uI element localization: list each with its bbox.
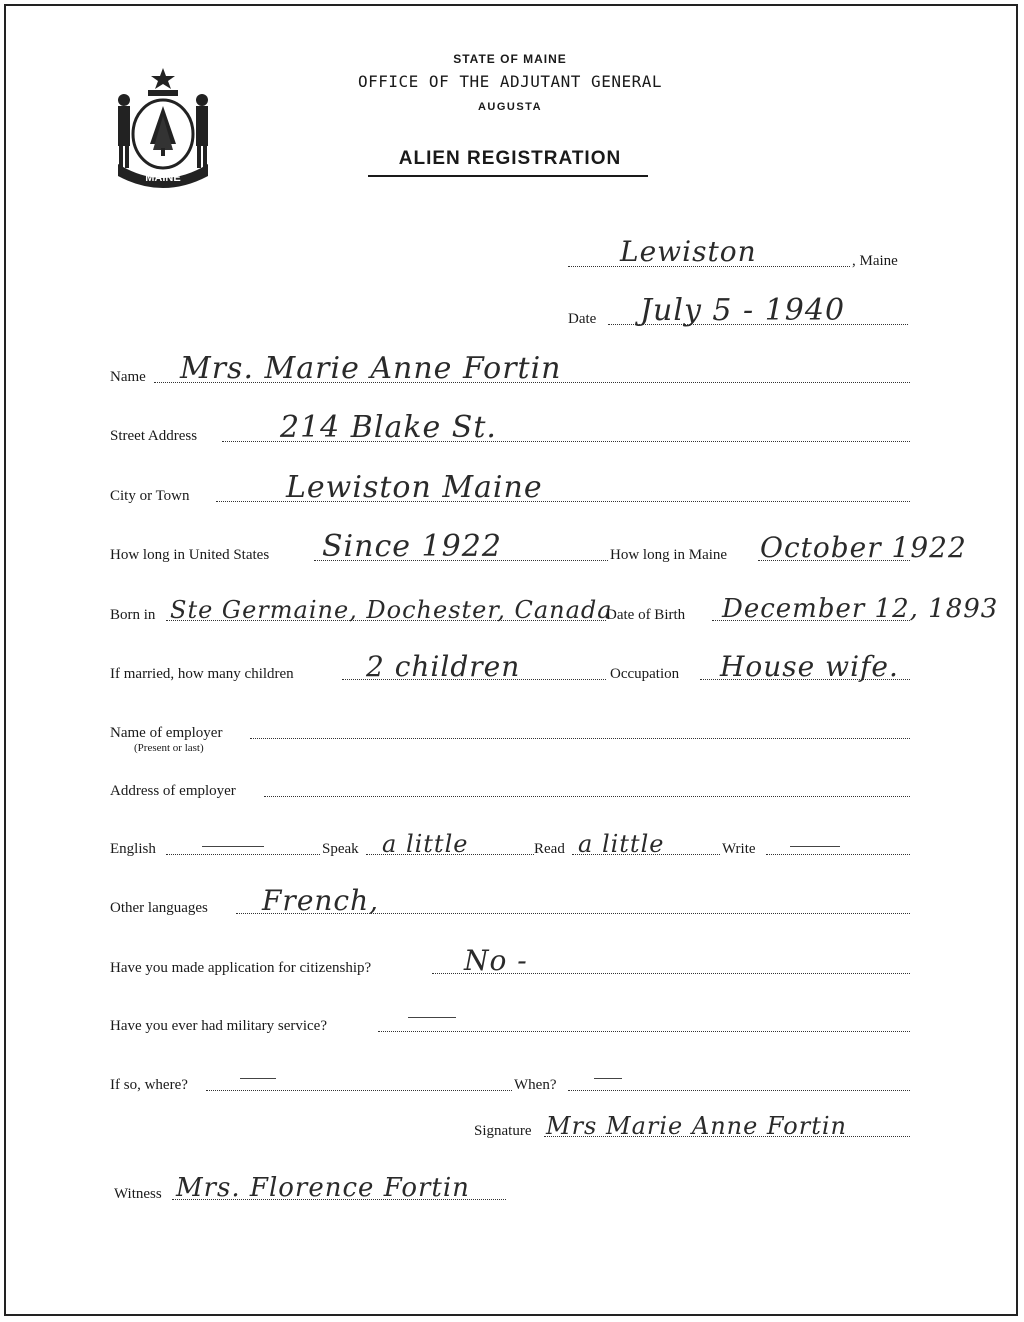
when-label: When? [514, 1077, 557, 1093]
maine-label: , Maine [852, 253, 898, 269]
how-long-maine-label: How long in Maine [610, 547, 728, 563]
read-value: a little [578, 830, 665, 858]
write-dash [790, 846, 840, 847]
row-how-long [0, 524, 1024, 564]
title-underline [368, 175, 648, 177]
military-label: Have you ever had military service? [110, 1018, 327, 1034]
citizenship-label: Have you made application for citizenship? [110, 960, 372, 976]
employer-label: Name of employer [110, 725, 223, 741]
military-line [378, 1031, 910, 1032]
header-office: OFFICE OF THE ADJUTANT GENERAL [358, 72, 662, 91]
seal-banner-text: MAINE [145, 172, 181, 184]
row-signature [0, 1100, 1024, 1140]
english-line [166, 854, 320, 855]
born-in-value: Ste Germaine, Dochester, Canada [170, 596, 613, 624]
row-employer-address [0, 760, 1024, 800]
other-languages-value: French, [262, 884, 380, 917]
date-of-birth-label: Date of Birth [606, 607, 686, 623]
english-dash [202, 846, 264, 847]
write-label: Write [722, 841, 756, 857]
city-label: City or Town [110, 488, 190, 504]
row-city [0, 465, 1024, 505]
when-line [568, 1090, 910, 1091]
row-citizenship [0, 937, 1024, 977]
employer-address-line [264, 796, 910, 797]
children-value: 2 children [366, 650, 521, 683]
header-city: AUGUSTA [477, 101, 543, 113]
read-label: Read [534, 841, 565, 857]
speak-value: a little [382, 830, 469, 858]
occupation-label: Occupation [610, 666, 680, 682]
signature-value: Mrs Marie Anne Fortin [546, 1112, 847, 1140]
date-of-birth-value: December 12, 1893 [722, 594, 999, 624]
children-label: If married, how many children [110, 666, 294, 682]
row-other-languages [0, 877, 1024, 917]
form-title: ALIEN REGISTRATION [398, 148, 622, 169]
date-label: Date [568, 311, 597, 327]
header-state: STATE OF MAINE [453, 52, 567, 66]
how-long-maine-value: October 1922 [760, 531, 967, 564]
row-witness [0, 1163, 1024, 1203]
row-date [0, 288, 1024, 328]
english-label: English [110, 841, 156, 857]
state-seal-icon [108, 64, 218, 188]
how-long-us-label: How long in United States [110, 547, 270, 563]
street-label: Street Address [110, 428, 198, 444]
employer-address-label: Address of employer [110, 783, 236, 799]
name-value: Mrs. Marie Anne Fortin [180, 351, 562, 386]
where-dash [240, 1078, 276, 1079]
row-born [0, 584, 1024, 624]
write-line [766, 854, 910, 855]
speak-label: Speak [322, 841, 359, 857]
born-in-label: Born in [110, 607, 156, 623]
occupation-value: House wife. [720, 650, 899, 683]
city-value: Lewiston Maine [286, 470, 543, 505]
signature-label: Signature [474, 1123, 532, 1139]
where-line [206, 1090, 512, 1091]
employer-line [250, 738, 910, 739]
other-languages-label: Other languages [110, 900, 208, 916]
row-military [0, 995, 1024, 1035]
witness-value: Mrs. Florence Fortin [176, 1173, 470, 1203]
town-value: Lewiston [620, 235, 757, 268]
citizenship-value: No - [464, 944, 528, 977]
row-children [0, 643, 1024, 683]
how-long-us-value: Since 1922 [322, 529, 502, 564]
employer-sublabel: (Present or last) [134, 742, 204, 754]
row-name [0, 346, 1024, 386]
when-dash [594, 1078, 622, 1079]
row-street [0, 405, 1024, 445]
row-english [0, 818, 1024, 858]
witness-label: Witness [114, 1186, 162, 1202]
where-label: If so, where? [110, 1077, 188, 1093]
row-employer [0, 702, 1024, 754]
date-value: July 5 - 1940 [640, 293, 846, 328]
name-label: Name [110, 369, 146, 385]
street-value: 214 Blake St. [280, 410, 497, 445]
row-where-when [0, 1054, 1024, 1094]
row-town [0, 230, 1024, 270]
military-dash [408, 1017, 456, 1018]
